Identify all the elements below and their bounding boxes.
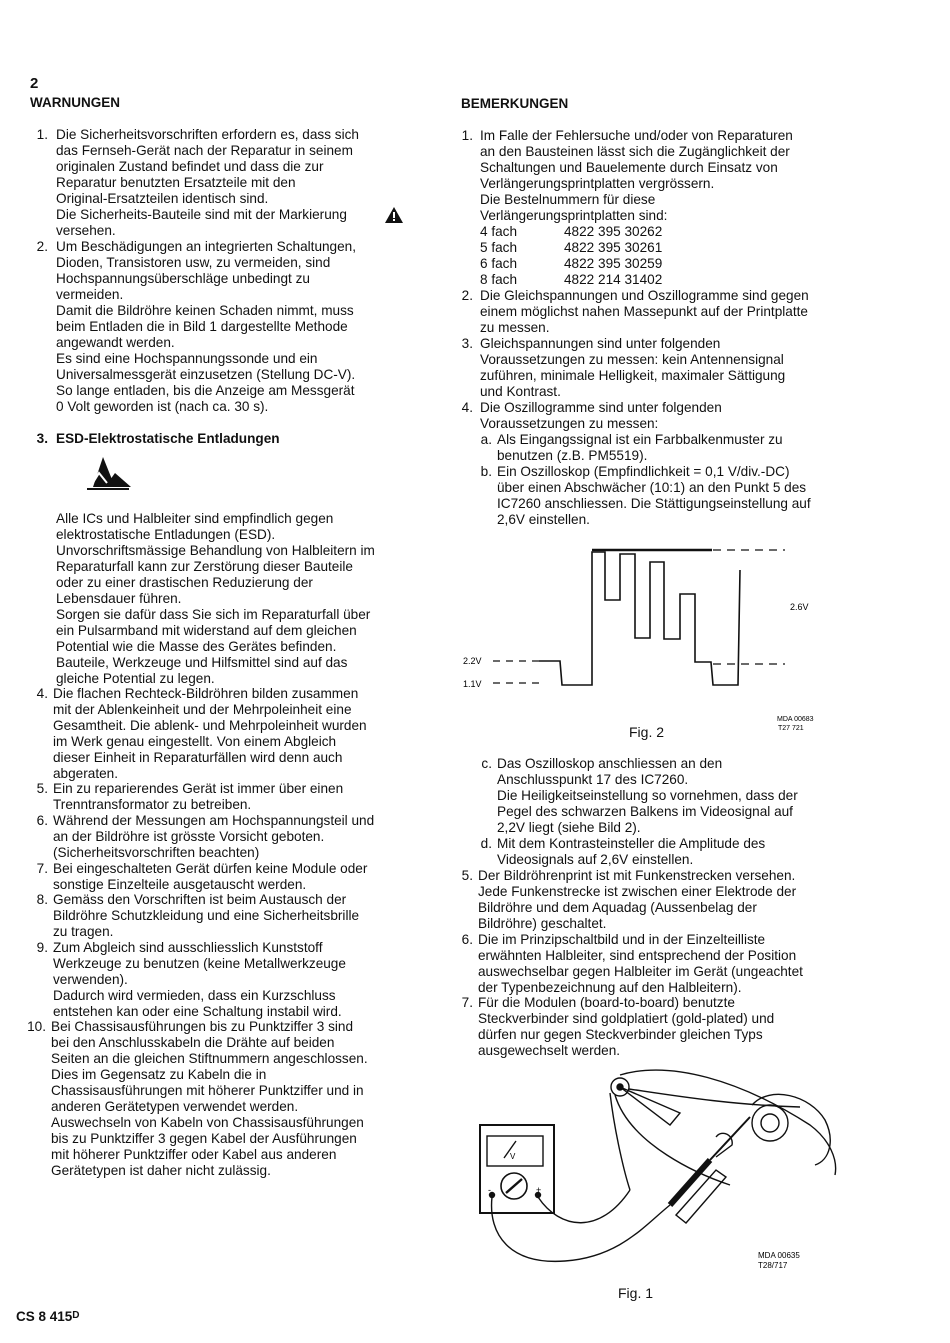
text-line: Pegel des schwarzen Balkens im Videosignal auf (497, 804, 793, 819)
item-text (497, 432, 783, 464)
item-number: 8. (36, 892, 48, 907)
item-number: 5. (36, 781, 48, 796)
text-line: ausgewechselt werden. (478, 1043, 621, 1058)
item-number: 2. (461, 288, 473, 303)
text-line: Alle ICs und Halbleiter sind empfindlich gegen (56, 511, 334, 526)
text-line: Damit die Bildröhre keinen Schaden nimmt, muss (56, 303, 354, 318)
meter-plus-label: + (536, 1185, 542, 1195)
fig2-code-2: T27 721 (778, 725, 804, 732)
text-line: mit höherer Punktziffer oder Kabel aus anderen (51, 1147, 337, 1162)
text-line: Gleichspannungen sind unter folgenden (480, 336, 721, 351)
text-line: Jede Funkenstrecke ist zwischen einer Elektrode der (478, 884, 797, 899)
esd-title: ESD-Elektrostatische Entladungen (56, 431, 280, 446)
text-line: Als Eingangssignal ist ein Farbbalkenmuster zu (497, 432, 783, 447)
item-text (480, 336, 785, 400)
text-line: Schaltungen und Bauelemente durch Einsatz von (480, 160, 778, 175)
text-line: Bildröhre) geschaltet. (478, 916, 607, 931)
text-line: Unvorschriftsmässige Behandlung von Halbleitern im (56, 543, 375, 558)
text-line: an den Bausteinen lässt sich die Zugänglichkeit der (480, 144, 790, 159)
text-line: Zum Abgleich sind ausschliesslich Kunststoff (53, 940, 323, 955)
oscillogram-figure (455, 540, 835, 740)
text-line: Das Oszilloskop anschliessen an den (497, 756, 723, 771)
text-line: Werkzeuge zu benutzen (keine Metallwerkzeuge (53, 956, 346, 971)
text-line: Die Sicherheits-Bauteile sind mit der Markierung (56, 207, 347, 222)
right-heading: BEMERKUNGEN (461, 96, 569, 111)
text-line: Verlängerungsprintplatten vergrössern. (480, 176, 715, 191)
item-number: a. (480, 432, 492, 447)
item-number: 2. (36, 239, 48, 254)
document-code (16, 1308, 80, 1325)
text-line: Bildröhre und dem Aquadag (Aussenbelag der (478, 900, 757, 915)
text-line: Steckverbinder sind goldplatiert (gold-plated) und (478, 1011, 775, 1026)
item-number: 4. (36, 686, 48, 701)
label-26v: 2.6V (790, 602, 809, 612)
meter-minus-label: - (488, 1185, 491, 1195)
text-line: Reparaturfall kann zur Zerstörung dieser Bauteile (56, 559, 353, 574)
item-text (497, 756, 798, 836)
text-line: Im Falle der Fehlersuche und/oder von Reparaturen (480, 128, 793, 143)
page-number: 2 (30, 75, 39, 92)
text-line: gleiche Potential zu legen. (56, 671, 215, 686)
text-line: beim Entladen die in Bild 1 dargestellte Methode (56, 319, 348, 334)
text-line: IC7260 anschliessen. Die Stättigungseinstellung auf (497, 496, 811, 511)
text-line: Chassisausführungen mit höherer Punktziffer und in (51, 1083, 364, 1098)
text-line: Bei Chassisausführungen bis zu Punktziffer 3 sind (51, 1019, 354, 1034)
text-line: Reparatur benutzten Ersatzteile mit den (56, 175, 296, 190)
text-line: So lange entladen, bis die Anzeige am Messgerät (56, 383, 355, 398)
item-number: 5. (461, 868, 473, 883)
text-line: Bildröhre Schutzkleidung und eine Sicherheitsbrille (53, 908, 360, 923)
text-line: originalen Zustand befindet und dass die zur (56, 159, 324, 174)
text-line: Ein Oszilloskop (Empfindlichkeit = 0,1 V/div.-DC) (497, 464, 790, 479)
text-line: zu tragen. (53, 924, 114, 939)
item-number: 9. (36, 940, 48, 955)
text-line: bis zu Punktziffer 3 gegen Kabel der Ausführungen (51, 1131, 357, 1146)
label-22v: 2.2V (463, 656, 482, 666)
text-line: oder zu einer drastischen Reduzierung der (56, 575, 313, 590)
text-line: ein Pulsarmband mit widerstand auf dem gleichen (56, 623, 357, 638)
text-line: Gemäss den Vorschriften ist beim Austausch der (53, 892, 347, 907)
text-line: über einen Abschwächer (10:1) an den Punkt 5 des (497, 480, 807, 495)
text-line: Sorgen sie dafür dass Sie sich im Reparaturfall über (56, 607, 371, 622)
fig1-code-1: MDA 00635 (758, 1251, 800, 1260)
text-line: Dies im Gegensatz zu Kabeln die in (51, 1067, 267, 1082)
item-number: c. (481, 756, 492, 771)
item-number: 6. (461, 932, 473, 947)
item-text (480, 400, 722, 432)
fig1-code-2: T28/717 (758, 1261, 788, 1270)
order-row: 5 fach 4822 395 30261 (480, 240, 663, 255)
document-code-suffix: D (72, 1310, 80, 1321)
text-line: Die Sicherheitsvorschriften erfordern es, dass sich (56, 127, 359, 142)
text-line: Voraussetzungen zu messen: (480, 416, 659, 431)
text-line: Dadurch wird vermieden, dass ein Kurzschluss (53, 988, 336, 1003)
text-line: Die Oszillogramme sind unter folgenden (480, 400, 722, 415)
left-heading: WARNUNGEN (30, 95, 120, 110)
text-line: Es sind eine Hochspannungssonde und ein (56, 351, 318, 366)
text-line: Die Heiligkeitseinstellung so vornehmen, dass der (497, 788, 798, 803)
text-line: verwenden). (53, 972, 128, 987)
item-number: 7. (36, 861, 48, 876)
text-line: Die Bestelnummern für diese (480, 192, 656, 207)
text-line: Original-Ersatzteilen identisch sind. (56, 191, 269, 206)
text-line: Trenntransformator zu betreiben. (53, 797, 252, 812)
text-line: Die im Prinzipschaltbild und in der Einzelteilliste (478, 932, 766, 947)
text-line: Verlängerungsprintplatten sind: (480, 208, 668, 223)
item-text (478, 868, 796, 932)
text-line: 2,6V einstellen. (497, 512, 590, 527)
text-line: bei den Anschlusskabeln die Drähte auf beiden (51, 1035, 335, 1050)
text-line: dürfen nur gegen Steckverbinder gleichen Typs (478, 1027, 763, 1042)
text-line: Videosignals auf 2,6V einstellen. (497, 852, 694, 867)
text-line: zuführen, minimale Helligkeit, maximaler Sättigung (480, 368, 786, 383)
text-line: Universalmessgerät einzusetzen (Stellung DC-V). (56, 367, 356, 382)
text-line: Gesamtheit. Die ablenk- und Mehrpoleinheit wurden (53, 718, 367, 733)
item-text (478, 932, 803, 996)
discharge-method-figure (470, 1065, 850, 1290)
order-row: 4 fach 4822 395 30262 (480, 224, 663, 239)
text-line: Der Bildröhrenprint ist mit Funkenstrecken versehen. (478, 868, 796, 883)
text-line: Hochspannungsüberschläge unbedingt zu (56, 271, 310, 286)
text-line: sonstige Einzelteile ausgetauscht werden. (53, 877, 307, 892)
text-line: an der Bildröhre ist grösste Vorsicht geboten. (53, 829, 325, 844)
text-line: elektrostatische Entladungen (ESD). (56, 527, 276, 542)
order-row: 6 fach 4822 395 30259 (480, 256, 663, 271)
text-line: das Fernseh-Gerät nach der Reparatur in seinem (56, 143, 353, 158)
item-number: b. (480, 464, 492, 479)
text-line: Voraussetzungen zu messen: kein Antennensignal (480, 352, 784, 367)
text-line: vermeiden. (56, 287, 124, 302)
item-text (497, 464, 811, 528)
item-text (480, 288, 809, 336)
meter-v-label: V (510, 1152, 516, 1161)
text-line: 0 Volt geworden ist (nach ca. 30 s). (56, 399, 269, 414)
text-line: einem möglichst nahen Massepunkt auf der Printplatte (480, 304, 808, 319)
text-line: auswechselbar gegen Halbleiter im Gerät (ungeachtet (478, 964, 803, 979)
label-11v: 1.1V (463, 679, 482, 689)
text-line: anderen Gerätetypen verwendet werden. (51, 1099, 299, 1114)
text-line: Auswechseln von Kabeln von Chassisausführungen (51, 1115, 364, 1130)
text-line: und Kontrast. (480, 384, 561, 399)
item-number: 1. (461, 128, 473, 143)
item-number: 4. (461, 400, 473, 415)
text-line: der Typenbezeichnung auf den Halbleitern). (478, 980, 742, 995)
text-line: Bei eingeschalteten Gerät dürfen keine Module oder (53, 861, 368, 876)
fig1-caption: Fig. 1 (618, 1285, 654, 1301)
item-number: 7. (461, 995, 473, 1010)
order-number-table (480, 224, 662, 288)
text-line: erwähnten Halbleiter, sind entsprechend der Position (478, 948, 797, 963)
text-line: mit der Ablenkeinheit und der Mehrpoleinheit eine (53, 702, 352, 717)
order-row: 8 fach 4822 214 31402 (480, 272, 663, 287)
text-line: dieser Einheit in Reparaturfällen wird denn auch (53, 750, 343, 765)
document-code-main: CS 8 415 (16, 1309, 73, 1324)
text-line: Ein zu reparierendes Gerät ist immer über einen (53, 781, 344, 796)
text-line: Lebensdauer führen. (56, 591, 182, 606)
text-line: (Sicherheitsvorschriften beachten) (53, 845, 260, 860)
fig2-code-1: MDA 00683 (777, 716, 814, 723)
text-line: Bauteile, Werkzeuge und Hilfsmittel sind auf das (56, 655, 348, 670)
text-line: Mit dem Kontrasteinsteller die Amplitude des (497, 836, 766, 851)
text-line: Für die Modulen (board-to-board) benutzte (478, 995, 735, 1010)
text-line: abgeraten. (53, 766, 119, 781)
item-number: 10. (27, 1019, 46, 1034)
text-line: im Werk genau eingestellt. Von einem Abgleich (53, 734, 337, 749)
item-number: 6. (36, 813, 48, 828)
text-line: Die Gleichspannungen und Oszillogramme sind gegen (480, 288, 809, 303)
item-text (497, 836, 765, 868)
item-number: d. (480, 836, 492, 851)
text-line: benutzen (z.B. PM5519). (497, 448, 648, 463)
text-line: entstehen kan oder eine Schaltung instabil wird. (53, 1004, 342, 1019)
text-line: Während der Messungen am Hochspannungsteil und (53, 813, 375, 828)
item-number: 3. (36, 431, 48, 446)
text-line: Potential wie die Masse des Gerätes befinden. (56, 639, 337, 654)
text-line: 2,2V liegt (siehe Bild 2). (497, 820, 641, 835)
text-line: Anschlusspunkt 17 des IC7260. (497, 772, 689, 787)
fig2-caption: Fig. 2 (629, 724, 665, 740)
item-number: 1. (36, 127, 48, 142)
item-number: 3. (461, 336, 473, 351)
text-line: Um Beschädigungen an integrierten Schaltungen, (56, 239, 357, 254)
text-line: Dioden, Transistoren usw, zu vermeiden, sind (56, 255, 331, 270)
text-line: versehen. (56, 223, 116, 238)
item-text (478, 995, 774, 1059)
text-line: Die flachen Rechteck-Bildröhren bilden zusammen (53, 686, 359, 701)
text-line: angewandt werden. (56, 335, 175, 350)
text-line: Seiten an die gleichen Stiftnummern angeschlossen. (51, 1051, 368, 1066)
text-line: zu messen. (480, 320, 550, 335)
item-text (480, 128, 793, 224)
text-line: Gerätetypen ist daher nicht zulässig. (51, 1163, 271, 1178)
